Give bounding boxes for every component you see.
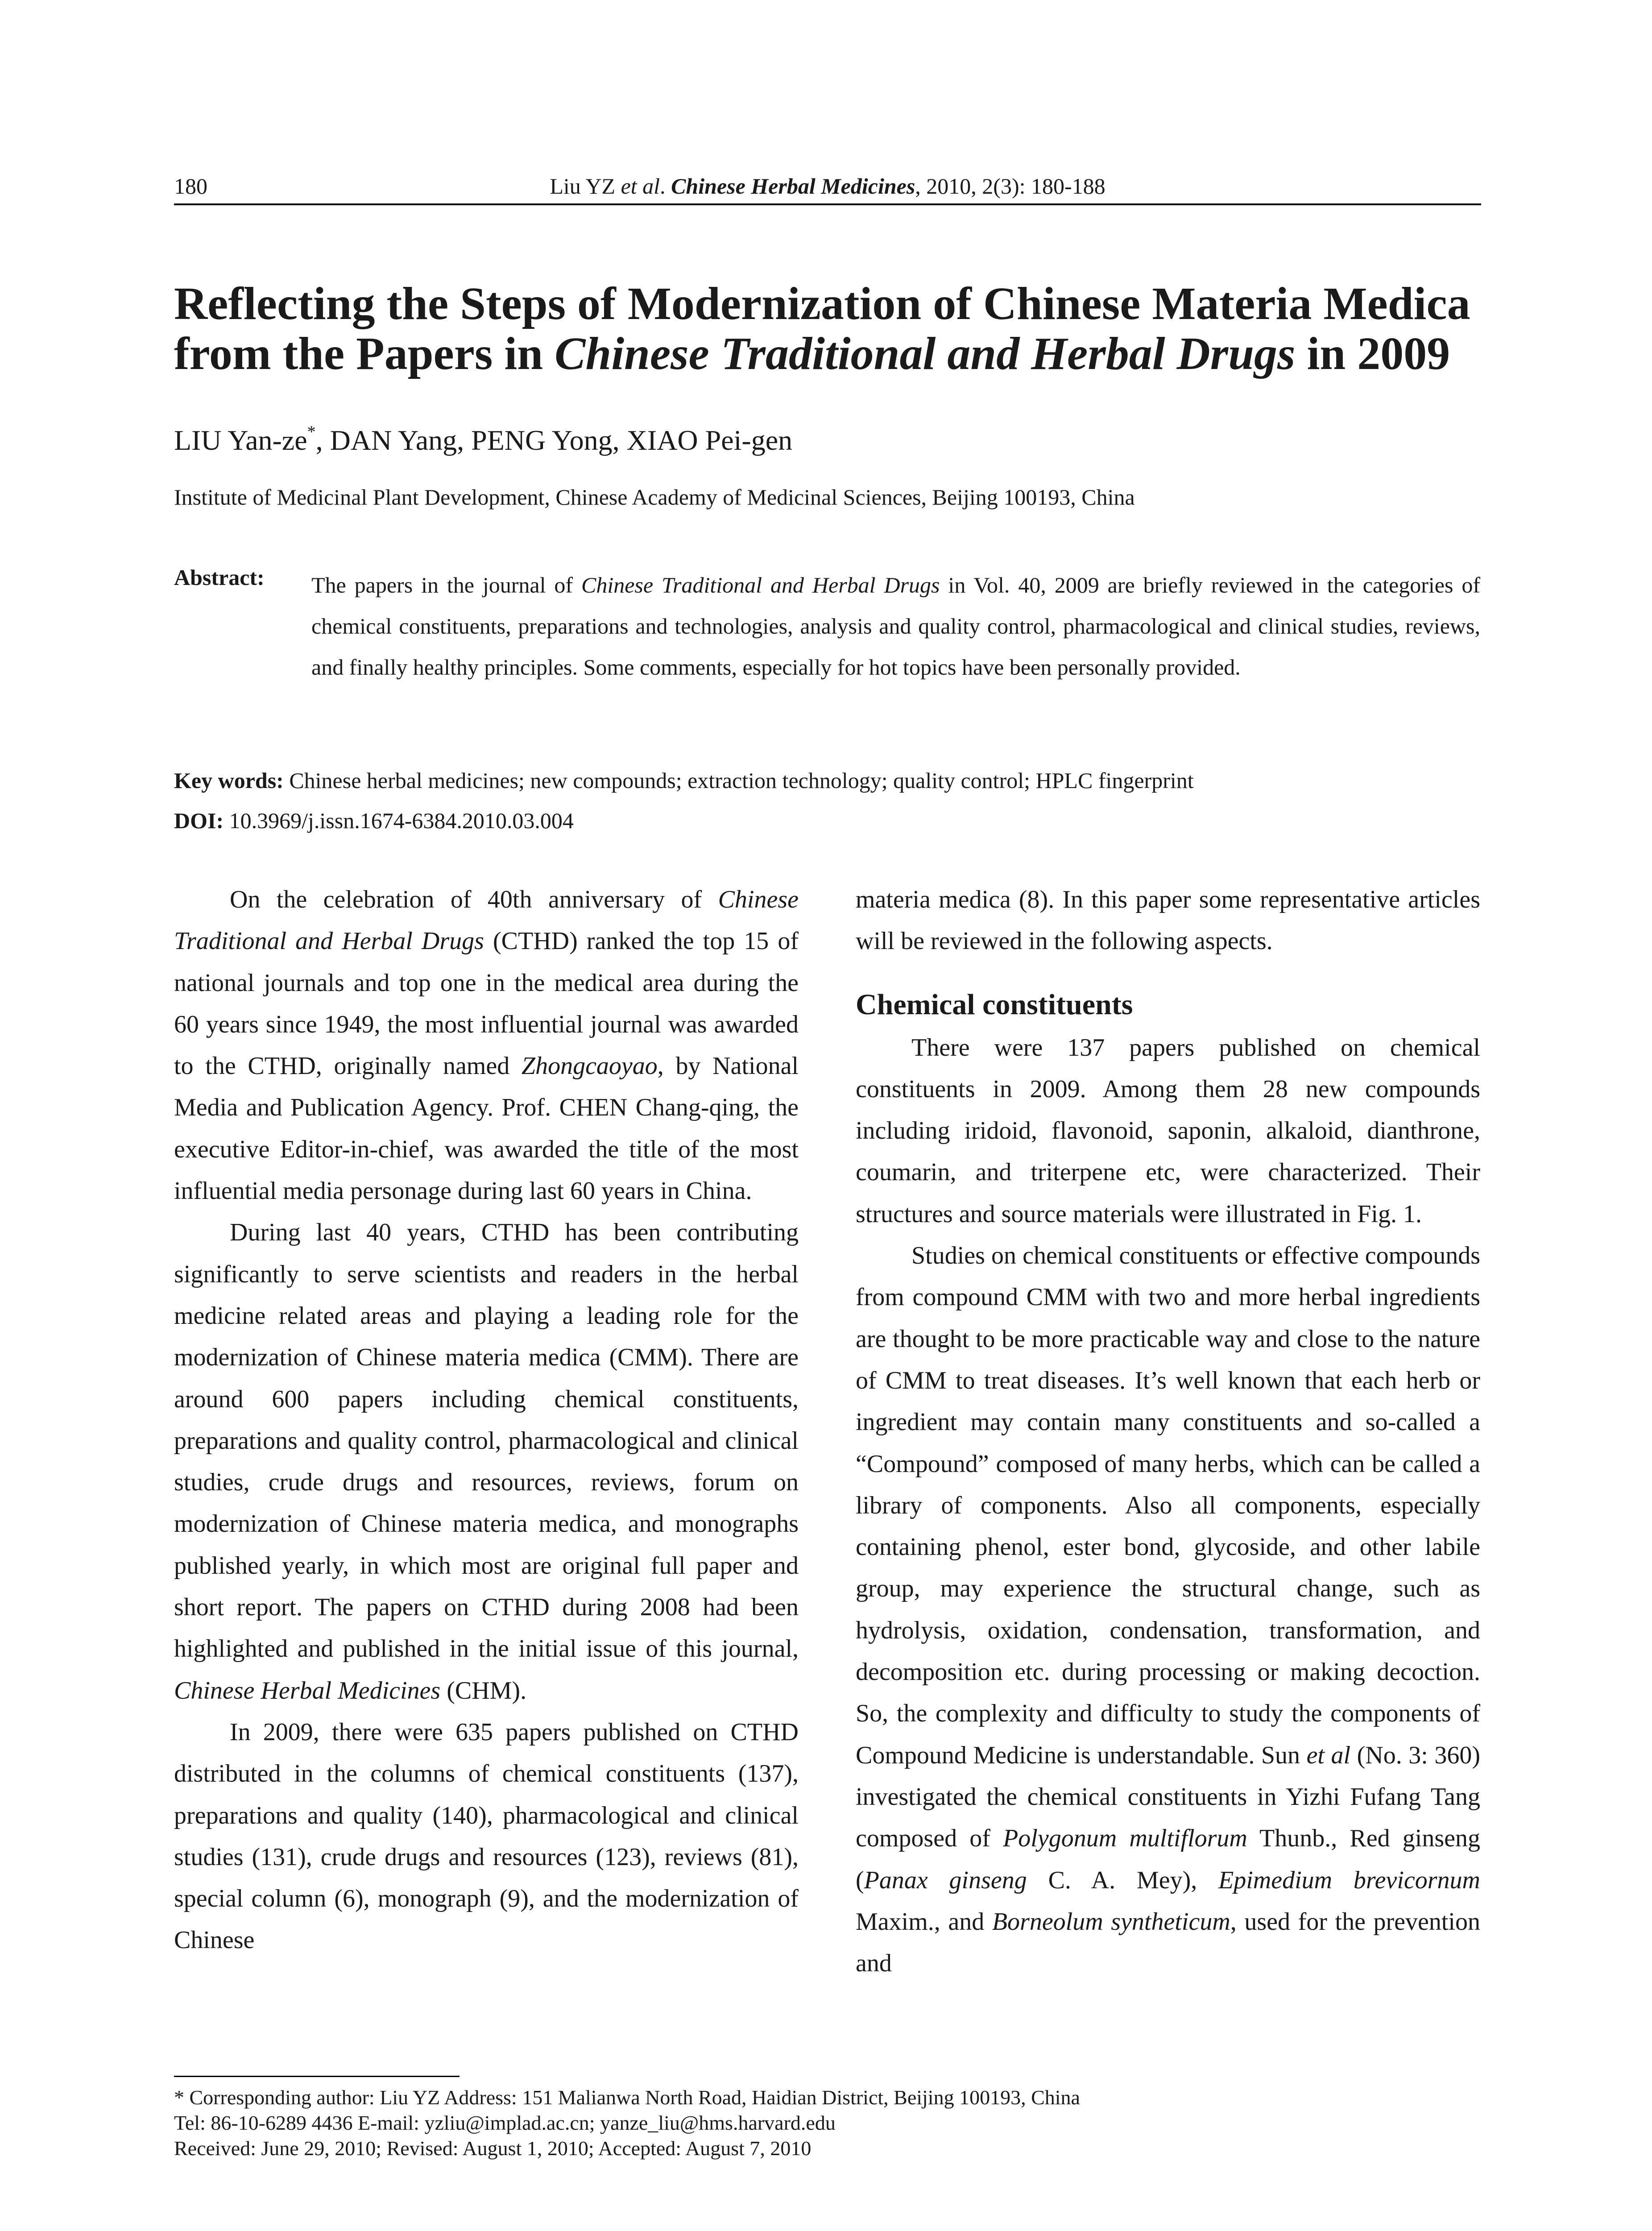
- title-line-1: Reflecting the Steps of Modernization of Chinese Materia Medica: [174, 278, 1470, 329]
- text-run: On the celebration of 40th anniversary of: [230, 886, 718, 913]
- doi-text: 10.3969/j.issn.1674-6384.2010.03.004: [224, 808, 574, 833]
- text-run: Maxim., and: [856, 1908, 992, 1936]
- text-run: (CHM).: [440, 1676, 527, 1704]
- abstract-post: in Vol. 40, 2009 are briefly reviewed in the categories of chemical constituents, preparations and technologies, analysis and quality control, pharmacological and clinical studies, reviews, and finally healthy principles. Some comments, especially for hot topics have been personally provided.: [311, 572, 1480, 680]
- title-line-2-pre: from the Papers in: [174, 328, 555, 379]
- species-name: Polygonum multiflorum: [1003, 1825, 1247, 1853]
- journal-name: Chinese Traditional and Herbal Drugs: [174, 886, 799, 955]
- citation-authors: Liu YZ: [550, 174, 621, 199]
- article-title: [174, 279, 1495, 379]
- text-run: , by National Media and Publication Agency. Prof. CHEN Chang-qing, the executive Editor-in-chief, was awarded the title of the most influential media personage during last 60 years in China.: [174, 1052, 799, 1205]
- paragraph: materia medica (8). In this paper some representative articles will be reviewed in the following aspects.: [856, 886, 1480, 955]
- text-run: During last 40 years, CTHD has been contributing significantly to serve scientists and readers in the herbal medicine related areas and playing a leading role for the modernization of Chinese materia medica (CMM). There are around 600 papers including chemical constituents, preparations and quality control, pharmacological and clinical studies, crude drugs and resources, reviews, forum on modernization of Chinese materia medica, and monographs published yearly, in which most are original full paper and short report. The papers on CTHD during 2008 had been highlighted and published in the initial issue of this journal,: [174, 1219, 799, 1663]
- abstract-journal: Chinese Traditional and Herbal Drugs: [581, 572, 940, 597]
- footnote-line: * Corresponding author: Liu YZ Address: 151 Malianwa North Road, Haidian District, Beijing 100193, China: [174, 2086, 1080, 2109]
- text-run: Studies on chemical constituents or effective compounds from compound CMM with two and more herbal ingredients are thought to be more practicable way and close to the nature of CMM to treat diseases. It’s well known that each herb or ingredient may contain many constituents and so-called a “Compound” composed of many herbs, which can be called a library of components. Also all components, especially containing phenol, ester bond, glycoside, and other labile group, may experience the structural change, such as hydrolysis, oxidation, condensation, transformation, and decomposition etc. during processing or making decoction. So, the complexity and difficulty to study the components of Compound Medicine is understandable. Sun: [856, 1242, 1480, 1769]
- title-journal-name: Chinese Traditional and Herbal Drugs: [555, 328, 1296, 379]
- abstract-pre: The papers in the journal of: [311, 572, 581, 597]
- text-run: C. A. Mey),: [1027, 1866, 1219, 1894]
- title-line-2-post: in 2009: [1295, 328, 1450, 379]
- doi: [174, 808, 574, 834]
- footnote-line: Tel: 86-10-6289 4436 E-mail: yzliu@implad.ac.cn; yanze_liu@hms.harvard.edu: [174, 2111, 836, 2134]
- species-name: Borneolum syntheticum: [992, 1908, 1230, 1936]
- affiliation: Institute of Medicinal Plant Development, Chinese Academy of Medicinal Sciences, Beijing 100193, China: [174, 485, 1135, 510]
- text-run: Thunb., Red ginseng (: [856, 1825, 1481, 1894]
- corresponding-mark: *: [307, 423, 316, 441]
- citation-etal: et al: [621, 174, 660, 199]
- journal-original-name: Zhongcaoyao: [521, 1052, 658, 1080]
- running-header: [174, 170, 1481, 205]
- keywords: [174, 767, 1194, 793]
- citation-journal: Chinese Herbal Medicines: [671, 174, 915, 199]
- journal-citation: [174, 173, 1481, 199]
- first-author: LIU Yan-ze: [174, 424, 307, 456]
- text-run-italic: et al: [1306, 1741, 1351, 1769]
- text-run: (CTHD) ranked the top 15 of national journals and top one in the medical area during the 60 years since 1949, the most influential journal was awarded to the CTHD, originally named: [174, 927, 799, 1080]
- keywords-text: Chinese herbal medicines; new compounds; extraction technology; quality control; HPLC fingerprint: [283, 768, 1194, 793]
- text-run: , used for the prevention and: [856, 1908, 1480, 1978]
- footnote-rule: [174, 2076, 460, 2077]
- section-heading: Chemical constituents: [856, 988, 1133, 1021]
- paragraph: In 2009, there were 635 papers published on CTHD distributed in the columns of chemical constituents (137), preparations and quality (140), pharmacological and clinical studies (131), crude drugs and resources (123), reviews (81), special column (6), monograph (9), and the modernization of Chinese: [174, 1718, 799, 1954]
- other-authors: , DAN Yang, PENG Yong, XIAO Pei-gen: [315, 424, 793, 456]
- paragraph: [174, 1212, 799, 1712]
- species-name: Panax ginseng: [864, 1866, 1027, 1894]
- page-number: 180: [174, 174, 207, 199]
- doi-label: DOI:: [174, 808, 224, 833]
- paragraph: [174, 879, 799, 1212]
- author-list: [174, 424, 792, 457]
- text-run: (No. 3: 360) investigated the chemical constituents in Yizhi Fufang Tang composed of: [856, 1741, 1480, 1853]
- body-column-right: [856, 879, 1480, 1984]
- footnote-line: Received: June 29, 2010; Revised: August 1, 2010; Accepted: August 7, 2010: [174, 2137, 812, 2160]
- citation-dot: .: [660, 174, 671, 199]
- abstract-text: [311, 564, 1480, 688]
- keywords-label: Key words:: [174, 768, 284, 793]
- footnote: [174, 2085, 1080, 2161]
- abstract-label: Abstract:: [174, 565, 265, 590]
- journal-name: Chinese Herbal Medicines: [174, 1676, 441, 1704]
- body-column-left: [174, 879, 799, 1961]
- citation-volume: , 2010, 2(3): 180-188: [915, 174, 1105, 199]
- title-line-2: [174, 329, 1495, 379]
- species-name: Epimedium brevicornum: [1218, 1866, 1480, 1894]
- paragraph: There were 137 papers published on chemical constituents in 2009. Among them 28 new compounds including iridoid, flavonoid, saponin, alkaloid, dianthrone, coumarin, and triterpene etc, were characterized. Their structures and source materials were illustrated in Fig. 1.: [856, 1033, 1480, 1228]
- paragraph: [856, 1235, 1480, 1984]
